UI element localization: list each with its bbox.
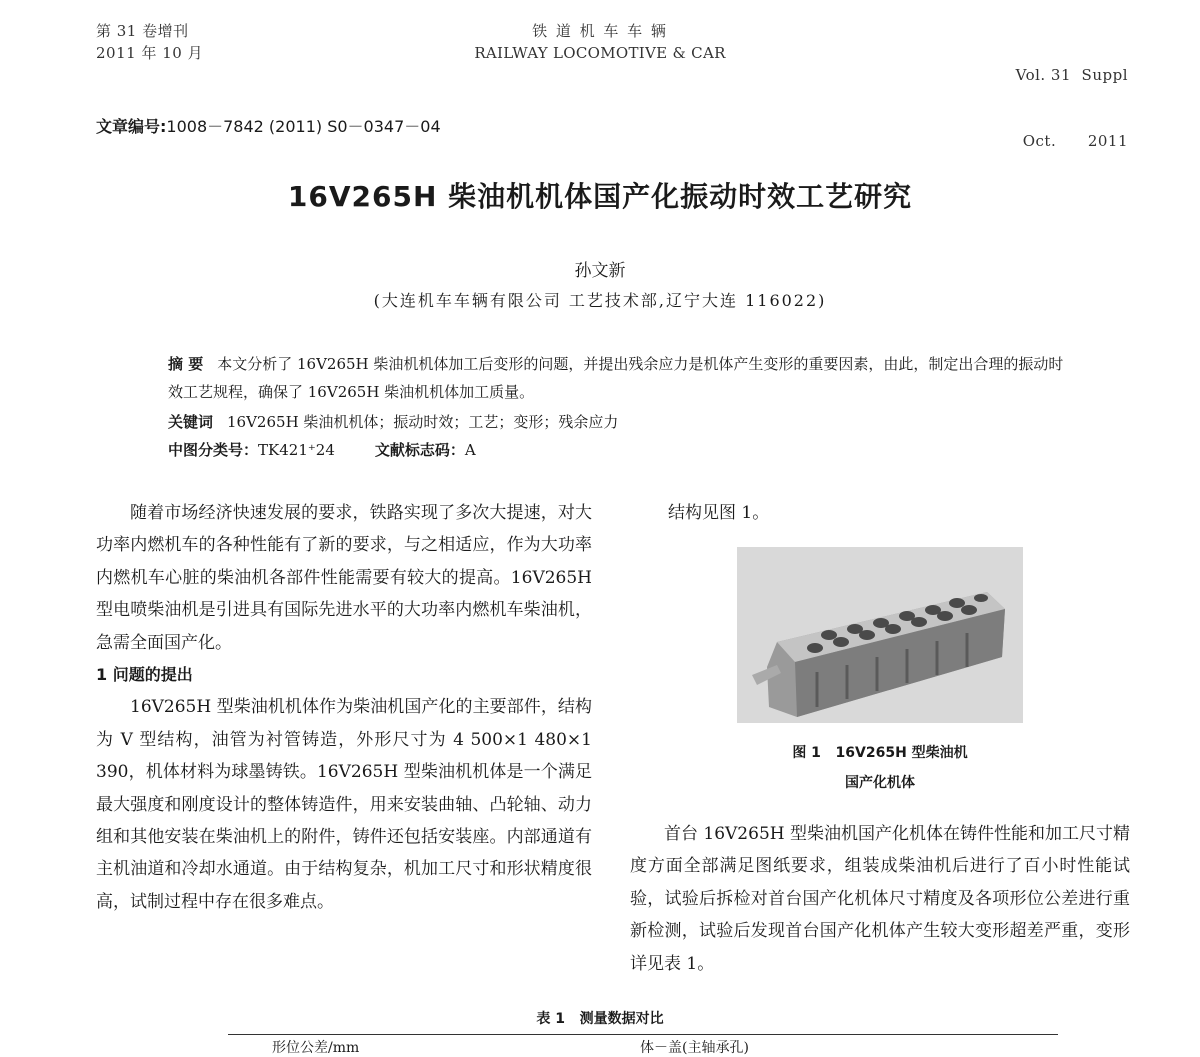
issue-date: Oct. 2011 — [1022, 132, 1128, 150]
classification-value: TK421⁺24 — [258, 441, 335, 459]
intro-paragraph: 随着市场经济快速发展的要求，铁路实现了多次大提速，对大功率内燃机车的各种性能有了新的要求，与之相适应，作为大功率内燃机车心脏的柴油机各部件性能需要有较大的提高。16V265H 型电喷柴油机是引进具有国际先进水平的大功率内燃机车柴油机，急需全面国产化。 — [96, 503, 592, 653]
article-number — [96, 114, 441, 137]
left-column — [96, 497, 592, 918]
figure-caption — [700, 738, 1060, 798]
engine-block-figure — [737, 547, 1023, 723]
doc-code-label: 文献标志码： — [374, 441, 465, 459]
keywords-label: 关键词 — [168, 413, 214, 431]
figure-reference: 结构见图 1。 — [668, 503, 770, 523]
journal-title — [400, 20, 800, 64]
abstract-label: 摘 要 — [168, 355, 204, 373]
keywords-text: 16V265H 柴油机机体；振动时效；工艺；变形；残余应力 — [227, 413, 619, 431]
right-column-body — [630, 818, 1130, 980]
article-number-label: 文章编号: — [96, 117, 167, 136]
doc-code-value: A — [464, 441, 476, 459]
classification — [168, 436, 1068, 464]
figure-caption-line2: 国产化机体 — [845, 775, 915, 791]
abstract-text: 本文分析了 16V265H 柴油机机体加工后变形的问题，并提出残余应力是机体产生变形的重要因素，由此，制定出合理的振动时效工艺规程，确保了 16V265H 柴油机机体加工质量。 — [168, 355, 1064, 401]
abstract — [168, 350, 1068, 406]
paper-title: 16V265H 柴油机机体国产化振动时效工艺研究 — [287, 180, 913, 213]
table-top-rule — [228, 1034, 1058, 1035]
section-paragraph: 16V265H 型柴油机机体作为柴油机国产化的主要部件，结构为 V 型结构，油管为衬管铸造，外形尺寸为 4 500×1 480×1 390，机体材料为球墨铸铁。16V265H 型柴油机机体是一个满足最大强度和刚度设计的整体铸造件，用来安装曲轴、凸轮轴、动力组和其他安装在柴油机上的附件，铸件还包括安装座。内部通道有主机油道和冷却水通道。由于结构复杂，机加工尺寸和形状精度很高，试制过程中存在很多难点。 — [96, 697, 592, 912]
result-paragraph: 首台 16V265H 型柴油机国产化机体在铸件性能和加工尺寸精度方面全部满足图纸要求，组装成柴油机后进行了百小时性能试验，试验后拆检对首台国产化机体尺寸精度及各项形位公差进行重新检测，试验后发现首台国产化机体产生较大变形超差严重，变形详见表 1。 — [630, 824, 1130, 974]
right-column-lead — [668, 497, 1128, 529]
table-caption: 表 1 测量数据对比 — [536, 1011, 664, 1027]
article-number-value: 1008－7842 (2011) S0－0347－04 — [166, 117, 441, 136]
section-heading: 1 问题的提出 — [96, 665, 193, 685]
engine-block-image — [737, 547, 1023, 723]
table-header-col2: 体－盖(主轴承孔) — [640, 1040, 749, 1056]
date-text: 2011 年 10 月 — [96, 44, 204, 62]
journal-name-en: RAILWAY LOCOMOTIVE & CAR — [474, 44, 726, 62]
journal-volume — [96, 20, 203, 64]
volume-text: 第 31 卷增刊 — [96, 22, 189, 40]
figure-caption-line1: 图 1 16V265H 型柴油机 — [792, 745, 968, 761]
author: 孙文新 — [574, 261, 626, 281]
table-header-col1: 形位公差/mm — [272, 1040, 360, 1056]
journal-name-cn: 铁 道 机 车 车 辆 — [532, 22, 668, 40]
issue-vol: Vol. 31 Suppl — [1015, 66, 1128, 84]
keywords — [168, 408, 1068, 436]
journal-issue — [940, 20, 1128, 174]
affiliation: (大连机车车辆有限公司 工艺技术部,辽宁大连 116022) — [373, 291, 827, 310]
classification-label: 中图分类号： — [168, 441, 259, 459]
